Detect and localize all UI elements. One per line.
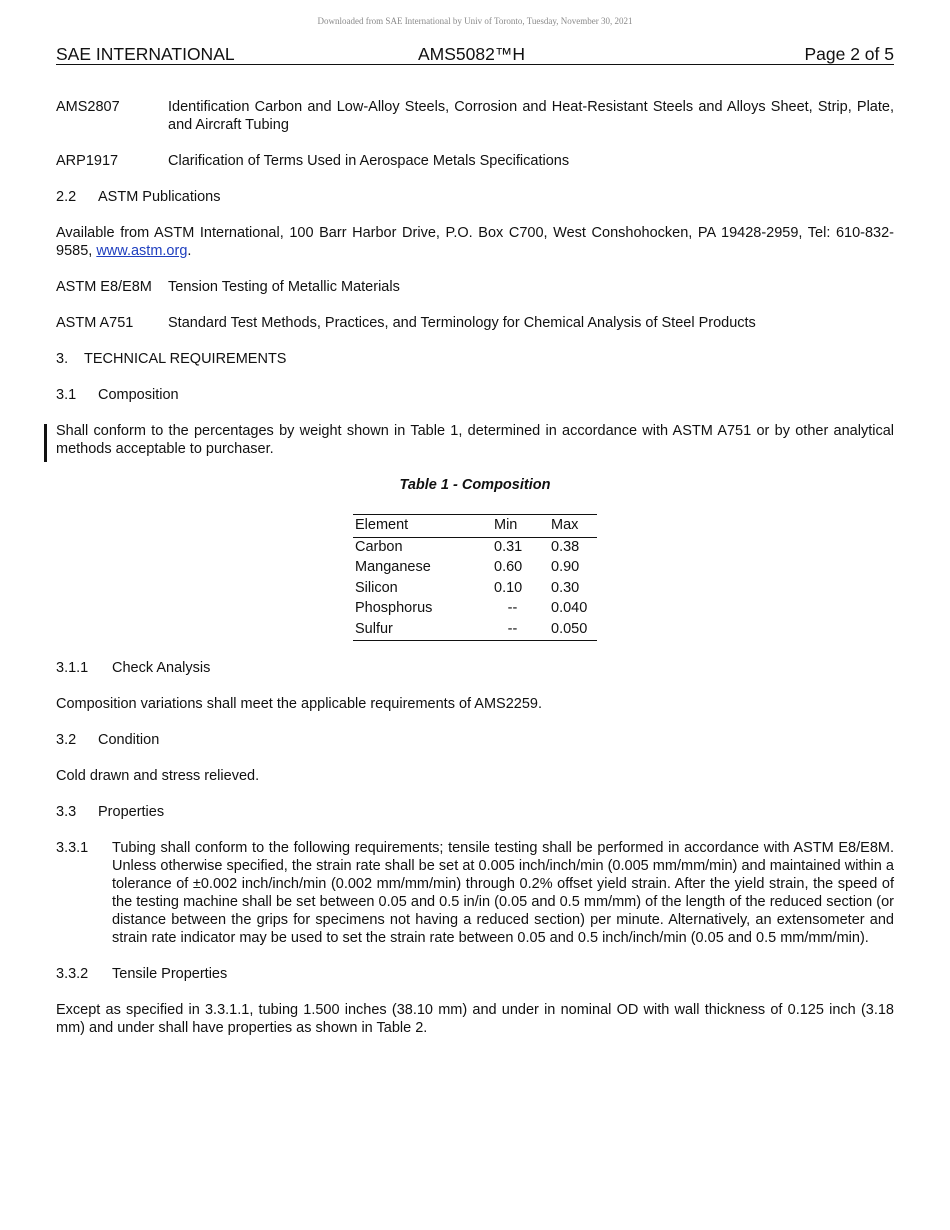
change-bar <box>44 424 47 462</box>
composition-table <box>353 514 597 641</box>
table-row <box>353 579 597 600</box>
element-name: Sulfur <box>353 620 492 641</box>
section-number: 3.1 <box>56 387 77 403</box>
section-number: 3. <box>56 351 69 367</box>
column-header-element: Element <box>353 515 492 538</box>
element-name: Carbon <box>355 538 403 555</box>
section-number: 3.3.1 <box>56 840 89 856</box>
max-value: 0.050 <box>549 620 597 641</box>
document-body <box>56 98 894 1055</box>
section-heading-2-2 <box>56 188 894 206</box>
section-title: TECHNICAL REQUIREMENTS <box>84 351 287 367</box>
condition-text: Cold drawn and stress relieved. <box>56 768 260 784</box>
punctuation: . <box>187 243 192 259</box>
section-heading-3-3-2 <box>56 965 894 983</box>
section-number: 3.3.2 <box>56 966 89 982</box>
astm-availability <box>56 224 894 260</box>
reference-row <box>56 152 894 170</box>
composition-text: Shall conform to the percentages by weight shown in Table 1, determined in accordance with ASTM A751 or by other analytical methods acceptable to purchaser. <box>56 423 894 457</box>
table-header-row <box>353 515 597 538</box>
reference-code: ARP1917 <box>56 153 119 169</box>
reference-title: Tension Testing of Metallic Materials <box>168 279 400 295</box>
max-value: 0.040 <box>551 600 588 616</box>
min-value: 0.10 <box>494 579 523 596</box>
min-value: 0.60 <box>494 559 523 575</box>
column-header-min: Min <box>492 515 549 538</box>
section-title: Check Analysis <box>112 660 211 676</box>
section-heading-3-1 <box>56 386 894 404</box>
section-3-3-1 <box>56 839 894 947</box>
reference-row <box>56 314 894 332</box>
max-value: 0.30 <box>551 579 580 596</box>
element-name: Manganese <box>355 559 431 575</box>
reference-code: AMS2807 <box>56 99 120 115</box>
table-row <box>353 620 597 641</box>
astm-website-link[interactable]: www.astm.org <box>96 243 188 259</box>
reference-title: Clarification of Terms Used in Aerospace Metals Specifications <box>168 153 570 169</box>
min-value: -- <box>507 600 518 616</box>
reference-code: ASTM E8/E8M <box>56 279 152 295</box>
column-header-max: Max <box>549 515 597 538</box>
section-heading-3-2 <box>56 731 894 749</box>
reference-row <box>56 98 894 134</box>
section-number: 2.2 <box>56 189 77 205</box>
check-analysis-text: Composition variations shall meet the applicable requirements of AMS2259. <box>56 696 543 712</box>
min-value: 0.31 <box>494 538 523 555</box>
section-title: Properties <box>98 804 165 820</box>
max-value: 0.38 <box>551 538 580 555</box>
download-note: Downloaded from SAE International by Univ of Toronto, Tuesday, November 30, 2021 <box>317 16 633 26</box>
section-heading-3-3 <box>56 803 894 821</box>
section-title: Tensile Properties <box>112 966 228 982</box>
tensile-test-requirements-text: Tubing shall conform to the following requirements; tensile testing shall be performed in accordance with ASTM E8/E8M. Unless otherwise specified, the strain rate shall be set at 0.005 inch/inch/min (0.005 mm/mm/min) and maintained within a tolerance of ±0.002 inch/inch/min (0.002 mm/mm/min) through 0.2% offset yield strain. After the yield strain, the speed of the testing machine shall be set between 0.05 and 0.5 in/in (0.05 and 0.5 mm/mm) of the length of the reduced section (or distance between the grips for specimens not having a reduced section) per minute. Alternatively, an extensometer and strain rate indicator may be used to set the strain rate between 0.05 and 0.5 inch/inch/min (0.05 and 0.5 mm/mm/min). <box>112 840 894 946</box>
page-header <box>56 44 894 65</box>
astm-availability-text: Available from ASTM International, 100 Barr Harbor Drive, P.O. Box C700, West Conshohocken, PA 19428-2959, Tel: 610-832-9585, <box>56 225 894 259</box>
section-title: Composition <box>98 387 179 403</box>
section-heading-3-1-1 <box>56 659 894 677</box>
section-number: 3.1.1 <box>56 660 89 676</box>
table-1-title: Table 1 - Composition <box>399 477 551 493</box>
section-title: Condition <box>98 732 160 748</box>
max-value: 0.90 <box>551 559 580 575</box>
section-number: 3.2 <box>56 732 77 748</box>
reference-code: ASTM A751 <box>56 315 134 331</box>
header-org: SAE INTERNATIONAL <box>56 44 235 64</box>
section-heading-3 <box>56 350 894 368</box>
element-name: Phosphorus <box>355 600 433 616</box>
table-row <box>353 599 597 620</box>
header-page-number: Page 2 of 5 <box>804 44 894 64</box>
reference-row <box>56 278 894 296</box>
tensile-properties-text: Except as specified in 3.3.1.1, tubing 1.500 inches (38.10 mm) and under in nominal OD with wall thickness of 0.125 inch (3.18 mm) and under shall have properties as shown in Table 2. <box>56 1002 894 1036</box>
header-doc-id: AMS5082™H <box>418 44 525 64</box>
table-row <box>353 558 597 579</box>
section-title: ASTM Publications <box>98 189 221 205</box>
section-number: 3.3 <box>56 804 77 820</box>
table-row <box>353 537 597 558</box>
reference-title: Standard Test Methods, Practices, and Terminology for Chemical Analysis of Steel Products <box>168 315 756 331</box>
min-value: -- <box>492 620 549 641</box>
element-name: Silicon <box>355 579 398 596</box>
reference-title: Identification Carbon and Low-Alloy Steels, Corrosion and Heat-Resistant Steels and Alloys Sheet, Strip, Plate, and Aircraft Tubing <box>168 99 894 133</box>
